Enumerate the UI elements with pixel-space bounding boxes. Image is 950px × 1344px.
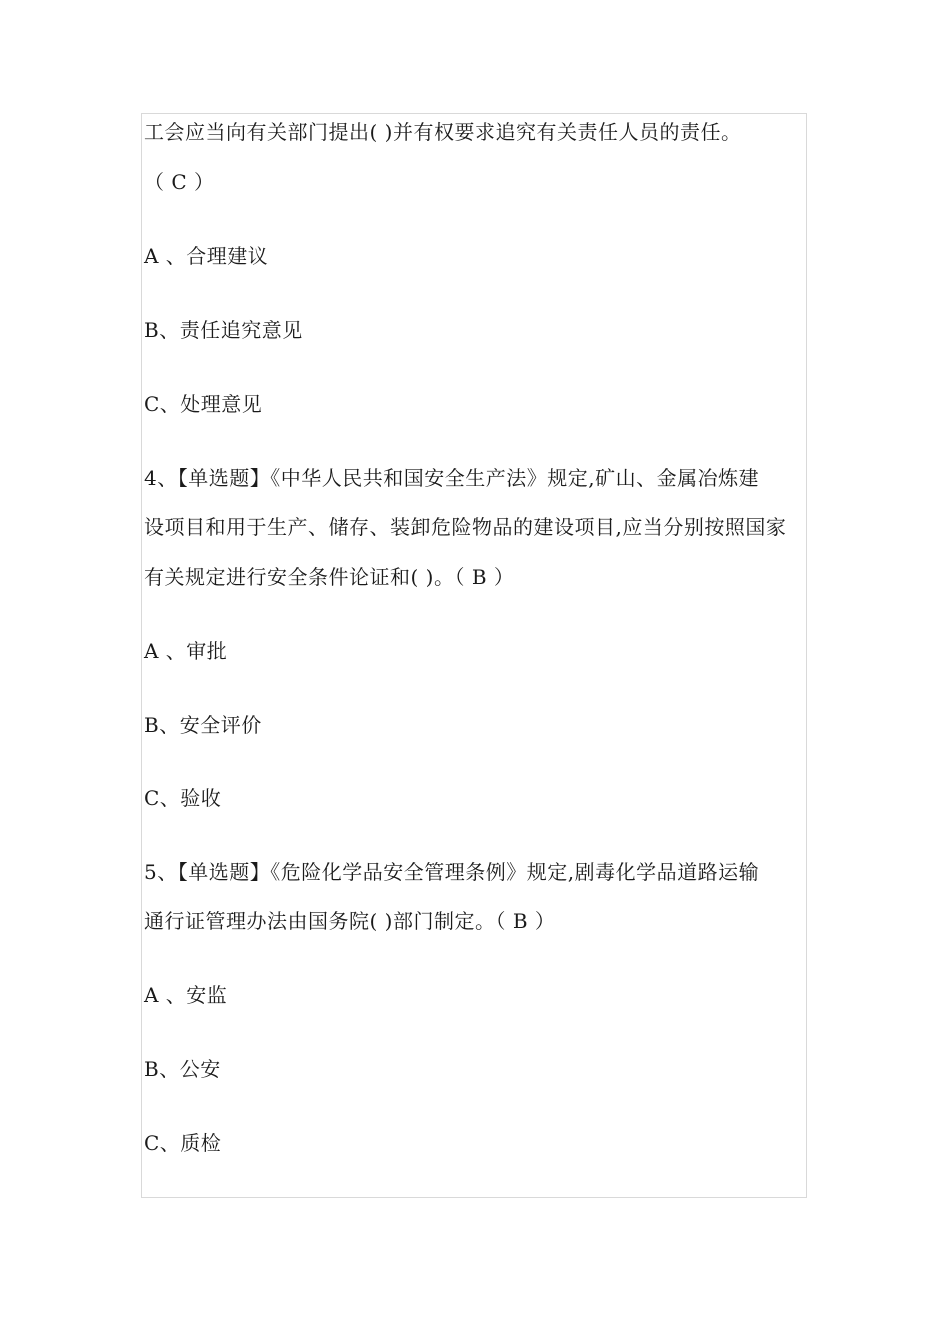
question-5-option-c: C、质检	[144, 1131, 222, 1155]
question-4-stem-line-2: 设项目和用于生产、储存、装卸危险物品的建设项目,应当分别按照国家	[144, 515, 787, 539]
question-4-option-c: C、验收	[144, 786, 222, 810]
question-3-option-a: A 、合理建议	[144, 244, 269, 268]
question-5-option-a: A 、安监	[144, 983, 228, 1007]
question-4-stem-line-3: 有关规定进行安全条件论证和( )。（ B ）	[144, 565, 515, 589]
question-4-option-b: B、安全评价	[144, 713, 262, 737]
question-5-option-b: B、公安	[144, 1057, 221, 1081]
question-4-stem-line-1: 4、【单选题】《中华人民共和国安全生产法》规定,矿山、金属冶炼建	[144, 466, 760, 490]
question-3-stem-line-1: 工会应当向有关部门提出( )并有权要求追究有关责任人员的责任。	[144, 120, 742, 144]
question-4-option-a: A 、审批	[144, 639, 228, 663]
question-5-stem-line-1: 5、【单选题】《危险化学品安全管理条例》规定,剧毒化学品道路运输	[144, 860, 760, 884]
question-3-option-b: B、责任追究意见	[144, 318, 303, 342]
question-3-option-c: C、处理意见	[144, 392, 263, 416]
question-5-stem-line-2: 通行证管理办法由国务院( )部门制定。（ B ）	[144, 909, 556, 933]
question-3-answer: （ C ）	[144, 170, 215, 194]
